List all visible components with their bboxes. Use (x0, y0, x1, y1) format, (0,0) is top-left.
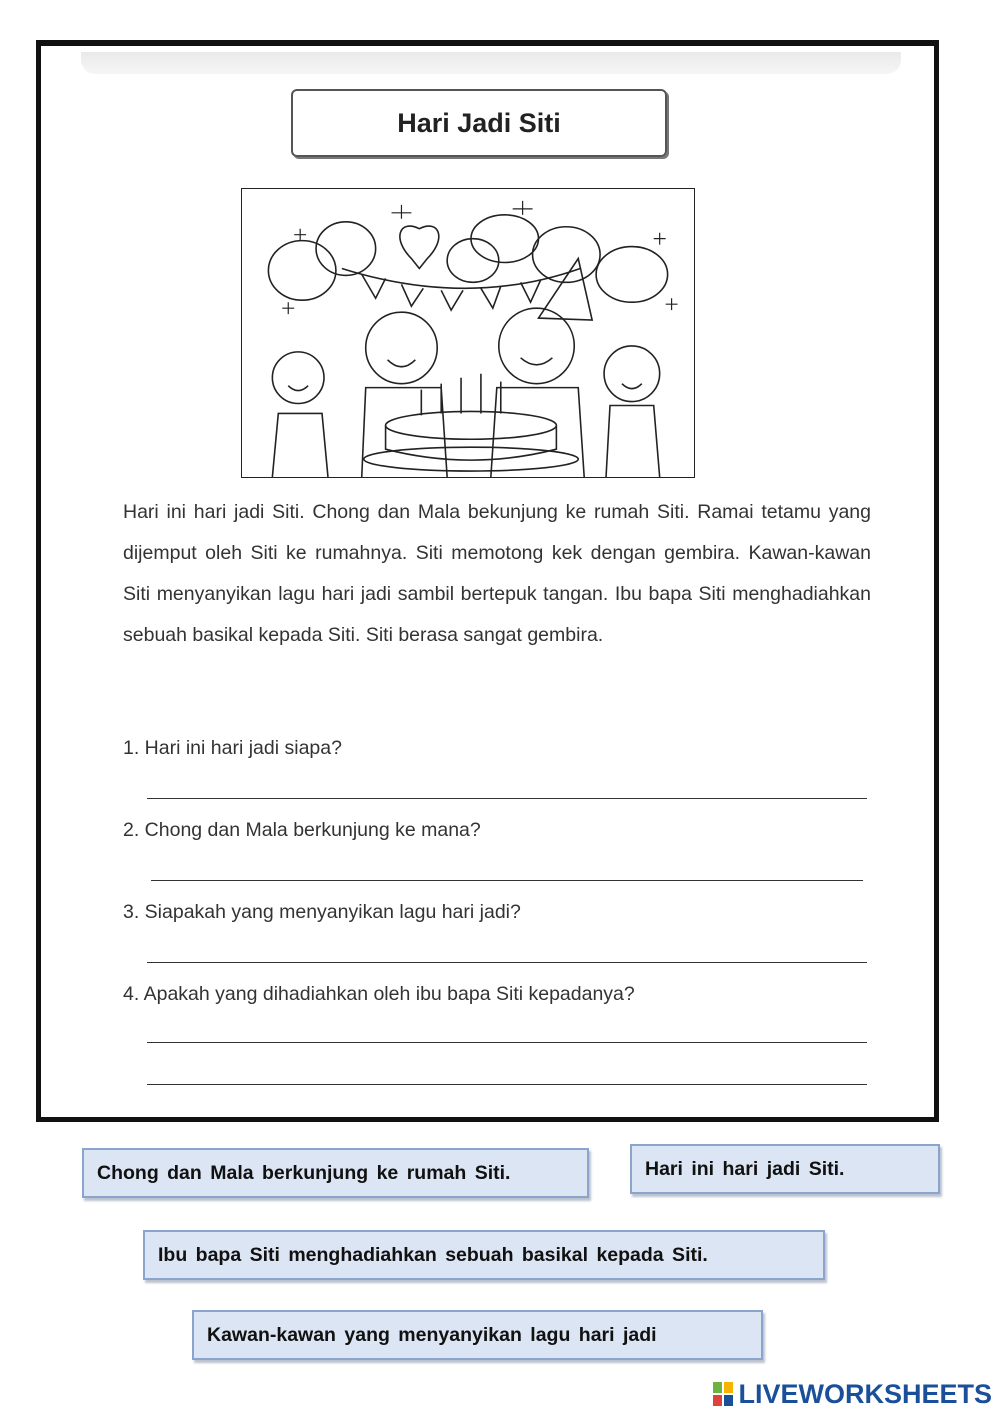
answer-line-2[interactable] (151, 880, 863, 881)
answer-card-text: Kawan-kawan yang menyanyikan lagu hari jadi (207, 1323, 657, 1346)
liveworksheets-mark-icon (712, 1381, 734, 1407)
answer-card-text: Hari ini hari jadi Siti. (645, 1157, 845, 1180)
worksheet-title (291, 89, 667, 157)
answer-line-4b[interactable] (147, 1084, 867, 1085)
reading-passage: Hari ini hari jadi Siti. Chong dan Mala bekunjung ke rumah Siti. Ramai tetamu yang dijemput oleh Siti ke rumahnya. Siti memotong kek dengan gembira. Kawan-kawan Siti menyanyikan lagu hari jadi sambil bertepuk tangan. Ibu bapa Siti menghadiahkan sebuah basikal kepada Siti. Siti berasa sangat gembira. (123, 501, 871, 646)
worksheet-page (36, 40, 939, 1122)
answer-line-3[interactable] (147, 962, 867, 963)
answer-card-2[interactable] (630, 1144, 940, 1194)
liveworksheets-logo-text: LIVEWORKSHEETS (738, 1378, 992, 1409)
answer-card-text: Chong dan Mala berkunjung ke rumah Siti. (97, 1161, 511, 1184)
birthday-illustration-icon (242, 189, 694, 477)
question-1: 1. Hari ini hari jadi siapa? (123, 737, 342, 759)
liveworksheets-logo[interactable] (712, 1374, 992, 1414)
question-2: 2. Chong dan Mala berkunjung ke mana? (123, 819, 481, 841)
answer-line-4a[interactable] (147, 1042, 867, 1043)
question-4: 4. Apakah yang dihadiahkan oleh ibu bapa Siti kepadanya? (123, 983, 635, 1005)
birthday-party-illustration (241, 188, 695, 478)
question-3: 3. Siapakah yang menyanyikan lagu hari jadi? (123, 901, 521, 923)
answer-line-1[interactable] (147, 798, 867, 799)
answer-card-text: Ibu bapa Siti menghadiahkan sebuah basikal kepada Siti. (158, 1243, 708, 1266)
answer-card-3[interactable] (143, 1230, 825, 1280)
worksheet-title-text: Hari Jadi Siti (397, 107, 561, 138)
page-top-bar (81, 52, 901, 74)
answer-card-1[interactable] (82, 1148, 589, 1198)
answer-card-4[interactable] (192, 1310, 763, 1360)
